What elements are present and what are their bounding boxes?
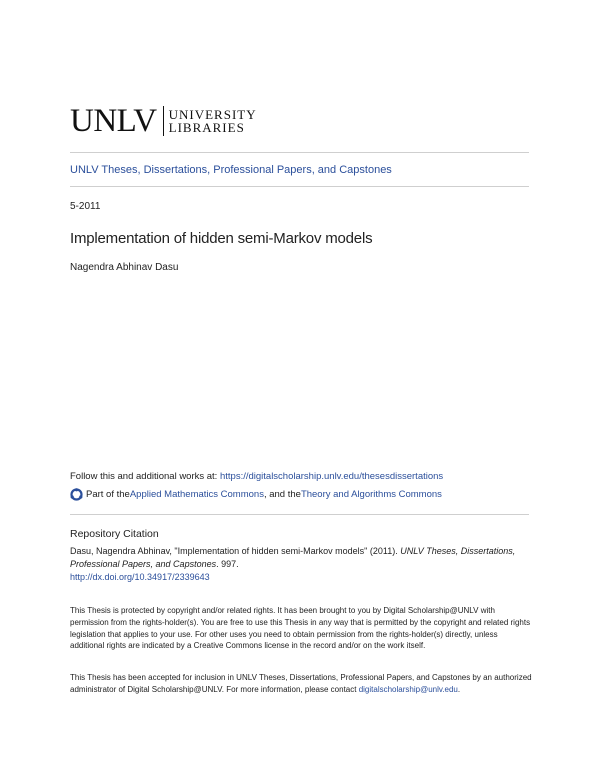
acceptance-paragraph [70, 672, 532, 696]
logo-subtitle [169, 108, 257, 134]
repository-citation-heading: Repository Citation [70, 528, 159, 540]
citation-text-before: Dasu, Nagendra Abhinav, "Implementation of hidden semi-Markov models" (2011). [70, 546, 401, 556]
logo-unlv-text: UNLV [70, 103, 157, 139]
network-icon [70, 488, 83, 501]
divider-citation [70, 514, 529, 515]
follow-line [70, 471, 443, 482]
follow-url-link[interactable]: https://digitalscholarship.unlv.edu/thesesdissertations [219, 471, 444, 482]
author-name: Nagendra Abhinav Dasu [70, 262, 179, 273]
part-of-middle: , and the [263, 489, 301, 500]
rights-paragraph: This Thesis is protected by copyright and/or related rights. It has been brought to you by Digital Scholarship@UNLV with permission from the rights-holder(s). You are free to use this Thesis in any way that is permitted by the copyright and related rights legislation that applies to your use. For other uses you need to obtain permission from the rights-holder(s) directly, unless additional rights are indicated by a Creative Commons license in the record and/or on the work itself. [70, 606, 531, 651]
contact-email-link[interactable]: digitalscholarship@unlv.edu [358, 684, 458, 694]
logo-line-2: LIBRARIES [168, 120, 245, 135]
repository-citation-text [70, 545, 530, 584]
doi-link[interactable]: http://dx.doi.org/10.34917/2339643 [70, 572, 210, 582]
citation-text-after: . 997. [216, 559, 239, 569]
logo-divider [163, 106, 164, 136]
acceptance-end: . [457, 684, 461, 694]
collection-link[interactable]: UNLV Theses, Dissertations, Professional Papers, and Capstones [70, 164, 392, 176]
part-of-line [70, 488, 442, 501]
follow-prefix: Follow this and additional works at: [70, 471, 220, 482]
part-of-prefix: Part of the [86, 489, 130, 500]
acceptance-text: This Thesis has been accepted for inclusion in UNLV Theses, Dissertations, Professional Papers, and Capstones by an authorized administrator of Digital Scholarship@UNLV. For more information, please contact [70, 673, 532, 694]
logo-line-1: UNIVERSITY [168, 107, 257, 122]
unlv-libraries-logo [70, 104, 257, 138]
publication-date: 5-2011 [70, 201, 101, 212]
divider-collection [70, 186, 529, 187]
document-title: Implementation of hidden semi-Markov models [70, 230, 373, 247]
divider-top [70, 152, 529, 153]
citation-series-italic: UNLV Theses, Dissertations, Professional Papers, and Capstones [70, 546, 516, 569]
theory-algorithms-commons-link[interactable]: Theory and Algorithms Commons [300, 489, 442, 500]
applied-mathematics-commons-link[interactable]: Applied Mathematics Commons [129, 489, 264, 500]
